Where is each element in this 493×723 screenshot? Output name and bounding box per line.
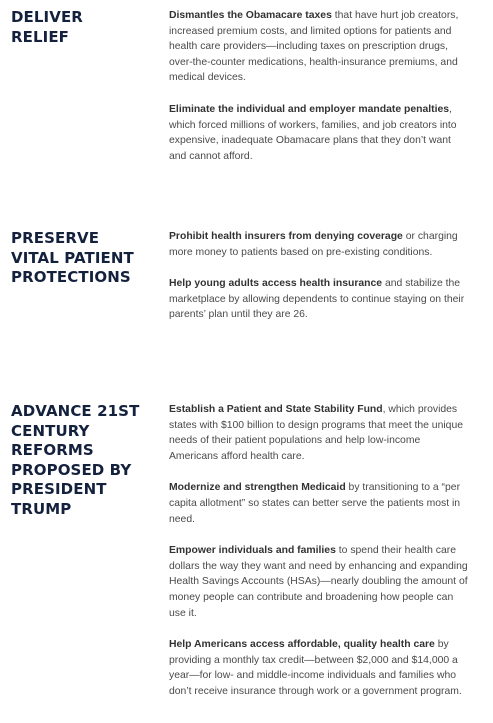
item-lead: Empower individuals and families (169, 545, 336, 557)
item-lead: Dismantles the Obamacare taxes (169, 10, 332, 21)
section-items (169, 402, 469, 716)
item-lead: Modernize and strengthen Medicaid (169, 482, 346, 494)
section-items (169, 8, 469, 180)
section-items (169, 229, 469, 339)
item-lead: Prohibit health insurers from denying coverage (169, 231, 403, 242)
list-item (169, 8, 469, 86)
item-text: by providing a monthly tax credit—between $2,000 and $14,000 a year—for low- and middle-income individuals and families who don’t receive insurance through work or a government program. (169, 639, 462, 697)
list-item (169, 229, 469, 260)
item-lead: Eliminate the individual and employer mandate penalties (169, 103, 450, 115)
item-text: or charging more money to patients based on pre-existing conditions. (169, 231, 458, 258)
item-text: and stabilize the marketplace by allowing dependents to continue staying on their parents’ plan until they are 26. (169, 278, 465, 321)
item-lead: Help young adults access health insurance (169, 278, 383, 290)
list-item (169, 276, 469, 323)
list-item (169, 102, 469, 164)
list-item (169, 637, 469, 699)
item-text: , which provides states with $100 billion to design programs that meet the unique needs of their patient populations and help low-income Americans afford health care. (169, 404, 464, 462)
item-text: to spend their health care dollars the way they want and need by enhancing and expanding Health Savings Accounts (HSAs)—nearly doubling the amount of money people can contribute and broadening how people can use it. (169, 545, 468, 619)
section-heading: ADVANCE 21ST CENTURY REFORMS PROPOSED BY PRESIDENT TRUMP (11, 402, 140, 518)
item-text: that have hurt job creators, increased premium costs, and limited options for patients and health care providers—including taxes on prescription drugs, over-the-counter medications, health-insurance premiums, and medical devices. (169, 10, 459, 84)
item-lead: Help Americans access affordable, quality health care (169, 639, 435, 651)
item-text: , which forced millions of workers, families, and job creators into expensive, inadequate Obamacare plans that they don’t want and cannot afford. (169, 103, 457, 162)
section-heading: PRESERVE VITAL PATIENT PROTECTIONS (11, 229, 134, 286)
list-item (169, 543, 469, 621)
item-lead: Establish a Patient and State Stability Fund (169, 404, 383, 415)
item-text: by transitioning to a “per capita allotment” so states can better serve the patients most in need. (169, 482, 461, 525)
list-item (169, 402, 469, 464)
list-item (169, 480, 469, 527)
section-heading: DELIVER RELIEF (11, 8, 83, 46)
